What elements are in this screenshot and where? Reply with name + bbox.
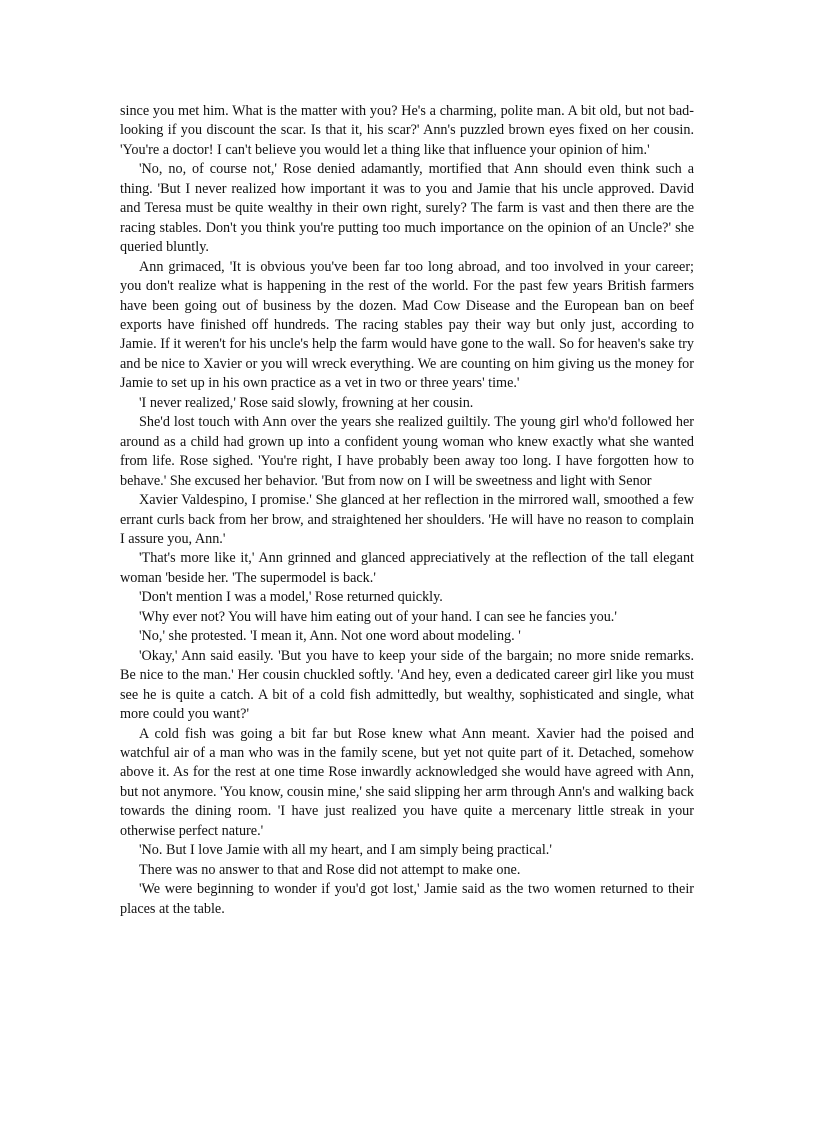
paragraph: 'Okay,' Ann said easily. 'But you have to keep your side of the bargain; no more snide remarks. Be nice to the man.' Her cousin chuckled softly. 'And hey, even a dedicated career girl like you must see he is quite a catch. A bit of a cold fish admittedly, but wealthy, sophisticated and single, what more could you want?' [120, 647, 694, 723]
paragraph: 'No, no, of course not,' Rose denied adamantly, mortified that Ann should even think such a thing. 'But I never realized how important it was to you and Jamie that his uncle approved. David and Teresa must be quite wealthy in their own right, surely? The farm is vast and then there are the racing stables. Don't you think you're putting too much importance on the opinion of an Uncle?' she queried bluntly. [120, 161, 694, 256]
paragraph: 'That's more like it,' Ann grinned and glanced appreciatively at the reflection of the tall elegant woman 'beside her. 'The supermodel is back.' [120, 550, 694, 586]
paragraph-continued: since you met him. What is the matter with you? He's a charming, polite man. A bit old, but not bad-looking if you discount the scar. Is that it, his scar?' Ann's puzzled brown eyes fixed on her cousin. 'You're a doctor! I can't believe you would let a thing like that influence your opinion of him.' [120, 103, 694, 158]
paragraph: Xavier Valdespino, I promise.' She glanced at her reflection in the mirrored wall, smoothed a few errant curls back from her brow, and straightened her shoulders. 'He will have no reason to complain I assure you, Ann.' [120, 492, 694, 547]
paragraph: She'd lost touch with Ann over the years she realized guiltily. The young girl who'd followed her around as a child had grown up into a confident young woman who knew exactly what she wanted from life. Rose sighed. 'You're right, I have probably been away too long. I have forgotten how to behave.' She excused her behavior. 'But from now on I will be sweetness and light with Senor [120, 414, 694, 489]
paragraph: There was no answer to that and Rose did not attempt to make one. [139, 861, 521, 878]
paragraph: 'We were beginning to wonder if you'd got lost,' Jamie said as the two women returned to their places at the table. [120, 881, 694, 917]
paragraph: 'No. But I love Jamie with all my heart, and I am simply being practical.' [139, 842, 552, 859]
paragraph: Ann grimaced, 'It is obvious you've been far too long abroad, and too involved in your career; you don't realize what is happening in the rest of the world. For the past few years British farmers have been going out of business by the dozen. Mad Cow Disease and the European ban on beef exports have finished off hundreds. The racing stables pay their way but only just, according to Jamie. If it weren't for his uncle's help the farm would have gone to the wall. So for heaven's sake try and be nice to Xavier or you will wreck everything. We are counting on him giving us the money for Jamie to set up in his own practice as a vet in two or three years' time.' [120, 258, 694, 392]
paragraph: 'Why ever not? You will have him eating out of your hand. I can see he fancies you.' [139, 608, 617, 625]
paragraph: 'I never realized,' Rose said slowly, frowning at her cousin. [139, 394, 474, 411]
paragraph: 'Don't mention I was a model,' Rose returned quickly. [139, 589, 443, 606]
document-page [120, 102, 694, 919]
paragraph: 'No,' she protested. 'I mean it, Ann. Not one word about modeling. ' [139, 628, 521, 645]
paragraph: A cold fish was going a bit far but Rose knew what Ann meant. Xavier had the poised and watchful air of a man who was in the family scene, but yet not quite part of it. Detached, somehow above it. As for the rest at one time Rose inwardly acknowledged she would have agreed with Ann, but not anymore. 'You know, cousin mine,' she said slipping her arm through Ann's and walking back towards the dining room. 'I have just realized you have quite a mercenary little streak in your otherwise perfect nature.' [120, 725, 694, 839]
